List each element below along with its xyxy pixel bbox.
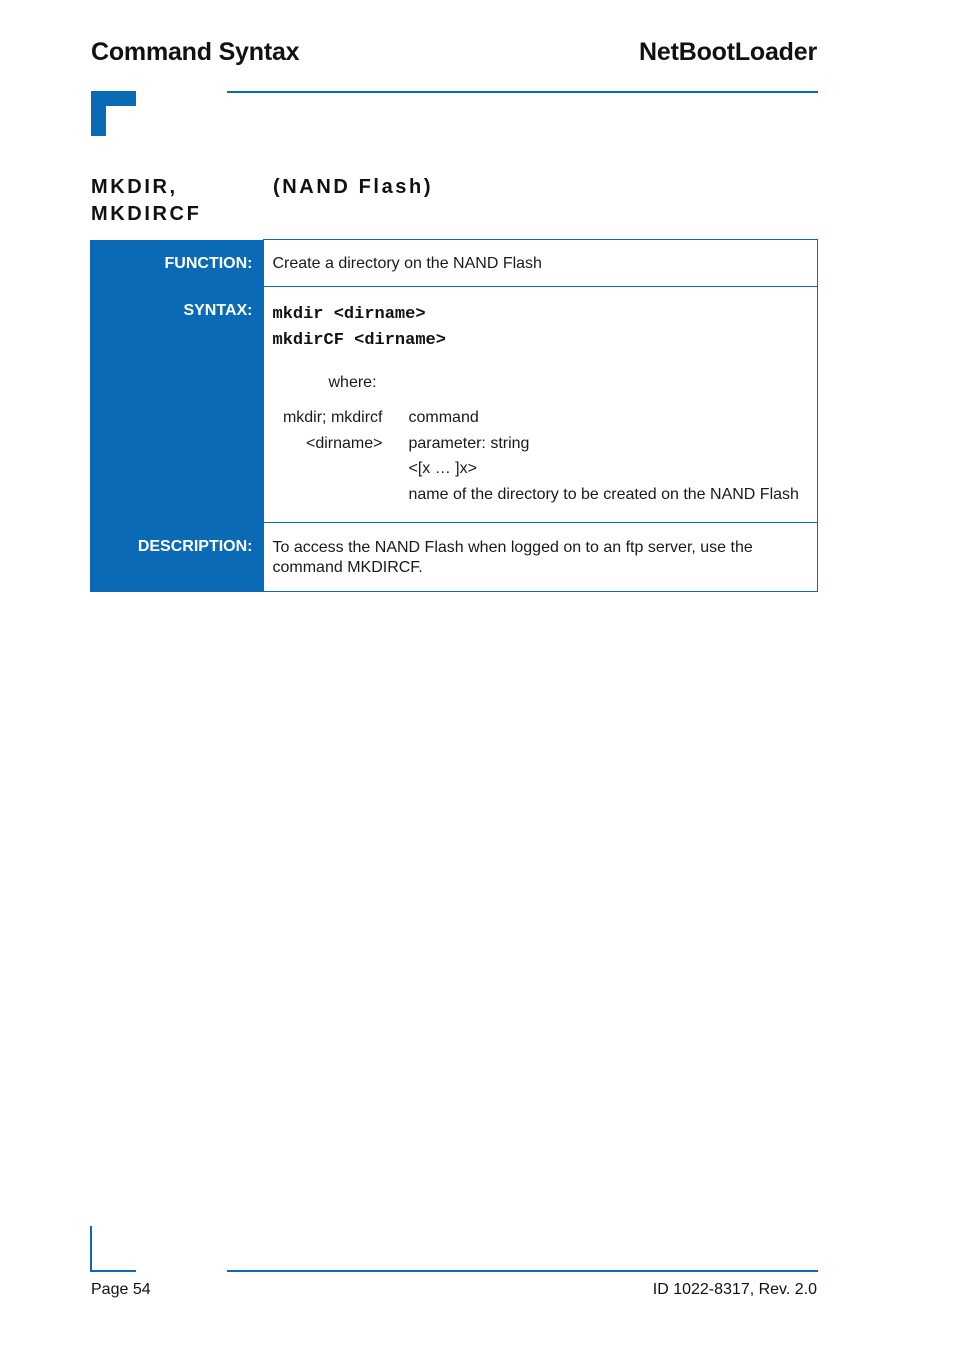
param-desc: name of the directory to be created on the NAND Flash [408, 485, 799, 503]
function-text: Create a directory on the NAND Flash [263, 240, 818, 287]
param-desc: parameter: string [408, 434, 530, 452]
command-table [90, 239, 818, 592]
param-name: mkdir; mkdircf [282, 409, 383, 426]
corner-mark-top [91, 91, 136, 136]
command-title-suffix: (NAND Flash) [273, 176, 434, 198]
param-name: <dirname> [306, 434, 383, 452]
footer-rule [227, 1270, 818, 1272]
command-title-line2: MKDIRCF [91, 203, 202, 225]
corner-mark-bottom [90, 1226, 136, 1272]
command-title-line1: MKDIR, [91, 176, 178, 198]
table-row-description [90, 523, 818, 592]
syntax-code-line2: mkdirCF <dirname> [272, 331, 446, 350]
table-row-syntax [90, 287, 818, 523]
page-number: Page 54 [91, 1281, 151, 1298]
param-desc: command [408, 409, 479, 426]
header-rule [227, 91, 818, 93]
param-list [273, 408, 808, 510]
description-text [263, 523, 818, 592]
description-label: DESCRIPTION: [90, 523, 263, 592]
function-label: FUNCTION: [90, 240, 263, 287]
syntax-content [263, 287, 818, 523]
table-row-function [90, 240, 818, 287]
syntax-label: SYNTAX: [90, 287, 263, 523]
document-id: ID 1022-8317, Rev. 2.0 [652, 1281, 817, 1298]
syntax-where: where: [328, 374, 377, 391]
param-desc: <[x … ]x> [408, 460, 477, 477]
description-text-span: To access the NAND Flash when logged on to an ftp server, use the command MKDIRCF. [272, 539, 753, 576]
command-title [91, 174, 201, 228]
header-section-title: Command Syntax [91, 38, 300, 66]
syntax-code-line1: mkdir <dirname> [272, 305, 426, 324]
header-product-title: NetBootLoader [639, 38, 817, 66]
